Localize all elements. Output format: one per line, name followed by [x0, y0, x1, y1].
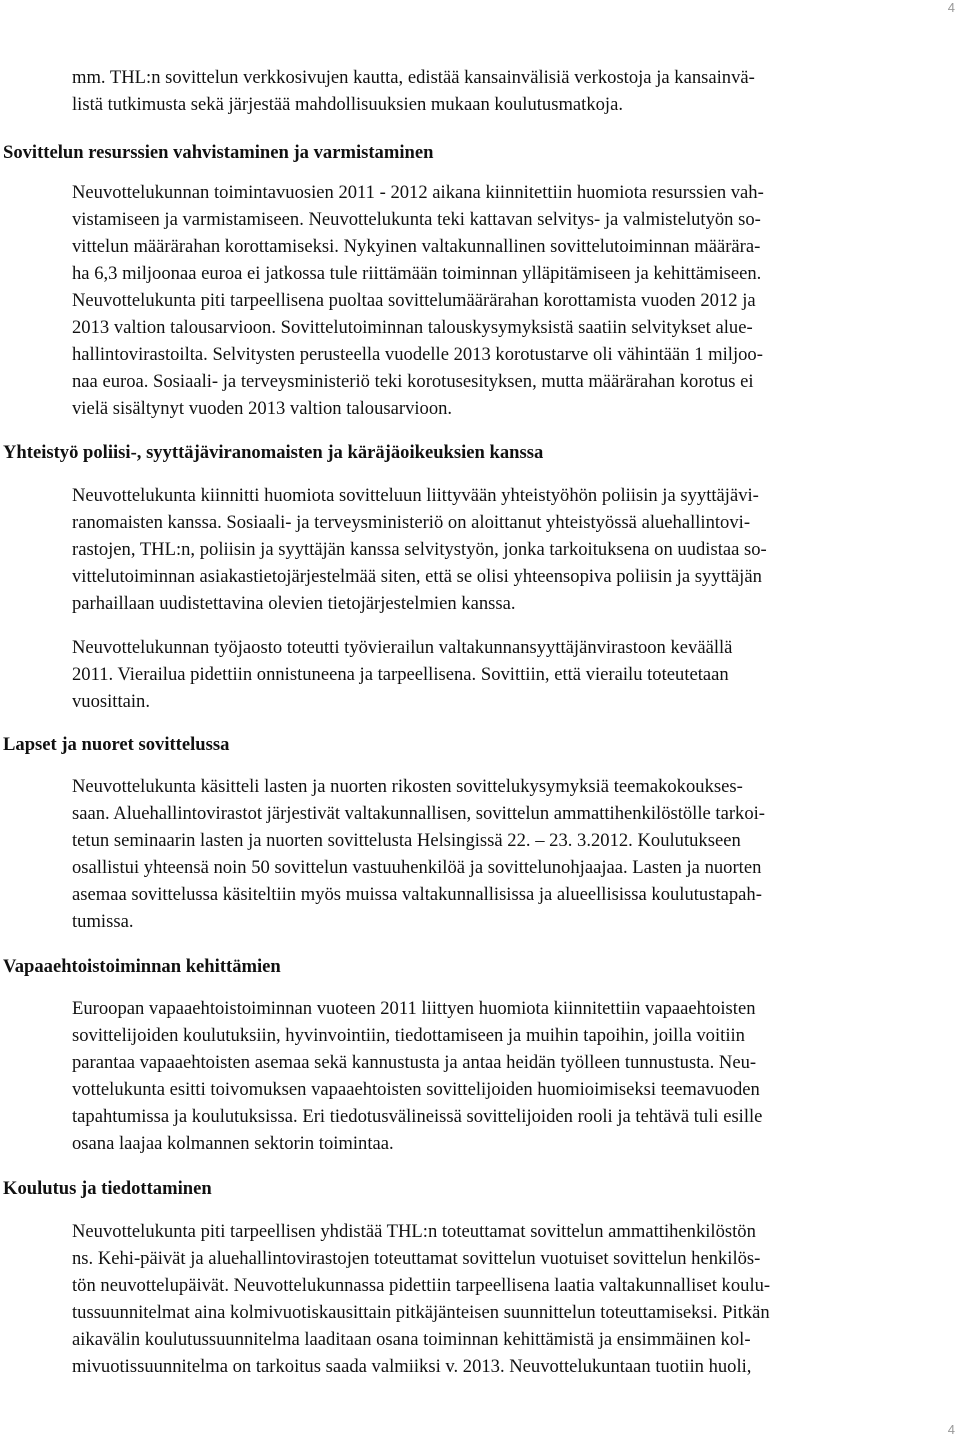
paragraph-line: saan. Aluehallintovirastot järjestivät valtakunnallisen, sovittelun ammattihenkilöstölle tarkoi-: [72, 803, 765, 824]
paragraph-line: tapahtumissa ja koulutuksissa. Eri tiedotusvälineissä sovittelijoiden rooli ja tehtävä tuli esille: [72, 1106, 763, 1127]
paragraph-line: Neuvottelukunnan toimintavuosien 2011 - 2012 aikana kiinnitettiin huomiota resurssien vah-: [72, 182, 764, 203]
paragraph-line: ranomaisten kanssa. Sosiaali- ja terveysministeriö on aloittanut yhteistyössä aluehallintovi-: [72, 512, 751, 533]
paragraph-line: 2013 valtion talousarvioon. Sovittelutoiminnan talouskysymyksistä saatiin selvitykset alue-: [72, 317, 753, 338]
intro-line: mm. THL:n sovittelun verkkosivujen kautta, edistää kansainvälisiä verkostoja ja kansainvä-: [72, 67, 755, 88]
paragraph-line: tussuunnitelmat aina kolmivuotiskausittain pitkäjänteisen suunnittelun toteuttamiseksi. Pitkän: [72, 1302, 770, 1323]
paragraph-line: vittelun määrärahan korottamiseksi. Nykyinen valtakunnallinen sovittelutoiminnan määrära-: [72, 236, 761, 257]
page-number-top: 4: [947, 0, 955, 15]
paragraph-line: aikavälin koulutussuunnitelma laaditaan osana toiminnan kehittämistä ja ensimmäinen kol-: [72, 1329, 751, 1350]
paragraph-line: Neuvottelukunta kiinnitti huomiota sovitteluun liittyvään yhteistyöhön poliisin ja syyttäjävi-: [72, 485, 759, 506]
paragraph-line: Neuvottelukunta käsitteli lasten ja nuorten rikosten sovittelukysymyksiä teemakokoukses-: [72, 776, 743, 797]
paragraph-line: rastojen, THL:n, poliisin ja syyttäjän kanssa selvitystyön, jonka tarkoituksena on uudistaa so-: [72, 539, 767, 560]
paragraph-line: parantaa vapaaehtoisten asemaa sekä kannustusta ja antaa heidän työlleen tunnustusta. Neu-: [72, 1052, 757, 1073]
paragraph-line: Neuvottelukunta piti tarpeellisen yhdistää THL:n toteuttamat sovittelun ammattihenkilöstön: [72, 1221, 756, 1242]
paragraph-line: asemaa sovittelussa käsiteltiin myös muissa valtakunnallisissa ja alueellisissa koulutustapah-: [72, 884, 762, 905]
paragraph-line: 2011. Vierailua pidettiin onnistuneena ja tarpeellisena. Sovittiin, että vierailu toteutetaan: [72, 664, 729, 685]
paragraph-line: osallistui yhteensä noin 50 sovittelun vastuuhenkilöä ja sovittelunohjaajaa. Lasten ja nuorten: [72, 857, 762, 878]
paragraph-line: ha 6,3 miljoonaa euroa ei jatkossa tule riittämään toiminnan ylläpitämiseen ja kehittämiseen.: [72, 263, 762, 284]
paragraph-line: tumissa.: [72, 911, 134, 932]
paragraph-line: vittelutoiminnan asiakastietojärjestelmää siten, että se olisi yhteensopiva poliisin ja syyttäjän: [72, 566, 762, 587]
paragraph-line: vistamiseen ja varmistamiseen. Neuvottelukunta teki kattavan selvitys- ja valmistelutyön so-: [72, 209, 761, 230]
paragraph-line: vielä sisältynyt vuoden 2013 valtion talousarvioon.: [72, 398, 453, 419]
intro-line: listä tutkimusta sekä järjestää mahdollisuuksien mukaan koulutusmatkoja.: [72, 94, 623, 115]
paragraph-line: sovittelijoiden koulutuksiin, hyvinvointiin, tiedottamiseen ja muihin tapoihin, joilla voitiin: [72, 1025, 745, 1046]
section-heading-training: Koulutus ja tiedottaminen: [3, 1178, 212, 1199]
paragraph-line: tön neuvottelupäivät. Neuvottelukunnassa pidettiin tarpeellisena laatia valtakunnalliset koulu-: [72, 1275, 771, 1296]
paragraph-line: vottelukunta esitti toivomuksen vapaaehtoisten sovittelijoiden huomioimiseksi teemavuoden: [72, 1079, 760, 1100]
section-heading-children: Lapset ja nuoret sovittelussa: [3, 734, 230, 755]
paragraph-line: osana laajaa kolmannen sektorin toimintaa.: [72, 1133, 394, 1154]
paragraph-line: Neuvottelukunnan työjaosto toteutti työvierailun valtakunnansyyttäjänvirastoon keväällä: [72, 637, 733, 658]
paragraph-line: vuosittain.: [72, 691, 150, 712]
paragraph-line: tetun seminaarin lasten ja nuorten sovittelusta Helsingissä 22. – 23. 3.2012. Koulutukseen: [72, 830, 741, 851]
section-heading-volunteering: Vapaaehtoistoiminnan kehittämien: [3, 956, 281, 977]
section-heading-resources: Sovittelun resurssien vahvistaminen ja varmistaminen: [3, 142, 434, 163]
page-number-bottom: 4: [947, 1422, 955, 1437]
paragraph-line: ns. Kehi-päivät ja aluehallintovirastojen toteuttamat sovittelun vuotuiset sovittelun henkilös-: [72, 1248, 761, 1269]
paragraph-line: naa euroa. Sosiaali- ja terveysministeriö teki korotusesityksen, mutta määrärahan korotus ei: [72, 371, 754, 392]
section-heading-cooperation: Yhteistyö poliisi-, syyttäjäviranomaisten ja käräjäoikeuksien kanssa: [3, 442, 544, 463]
paragraph-line: hallintovirastoilta. Selvitysten perusteella vuodelle 2013 korotustarve oli vähintään 1 miljoo-: [72, 344, 763, 365]
paragraph-line: Euroopan vapaaehtoistoiminnan vuoteen 2011 liittyen huomiota kiinnitettiin vapaaehtoisten: [72, 998, 756, 1019]
paragraph-line: mivuotissuunnitelma on tarkoitus saada valmiiksi v. 2013. Neuvottelukuntaan tuotiin huoli,: [72, 1356, 752, 1377]
paragraph-line: Neuvottelukunta piti tarpeellisena puoltaa sovittelumäärärahan korottamista vuoden 2012 ja: [72, 290, 756, 311]
paragraph-line: parhaillaan uudistettavina olevien tietojärjestelmien kanssa.: [72, 593, 516, 614]
